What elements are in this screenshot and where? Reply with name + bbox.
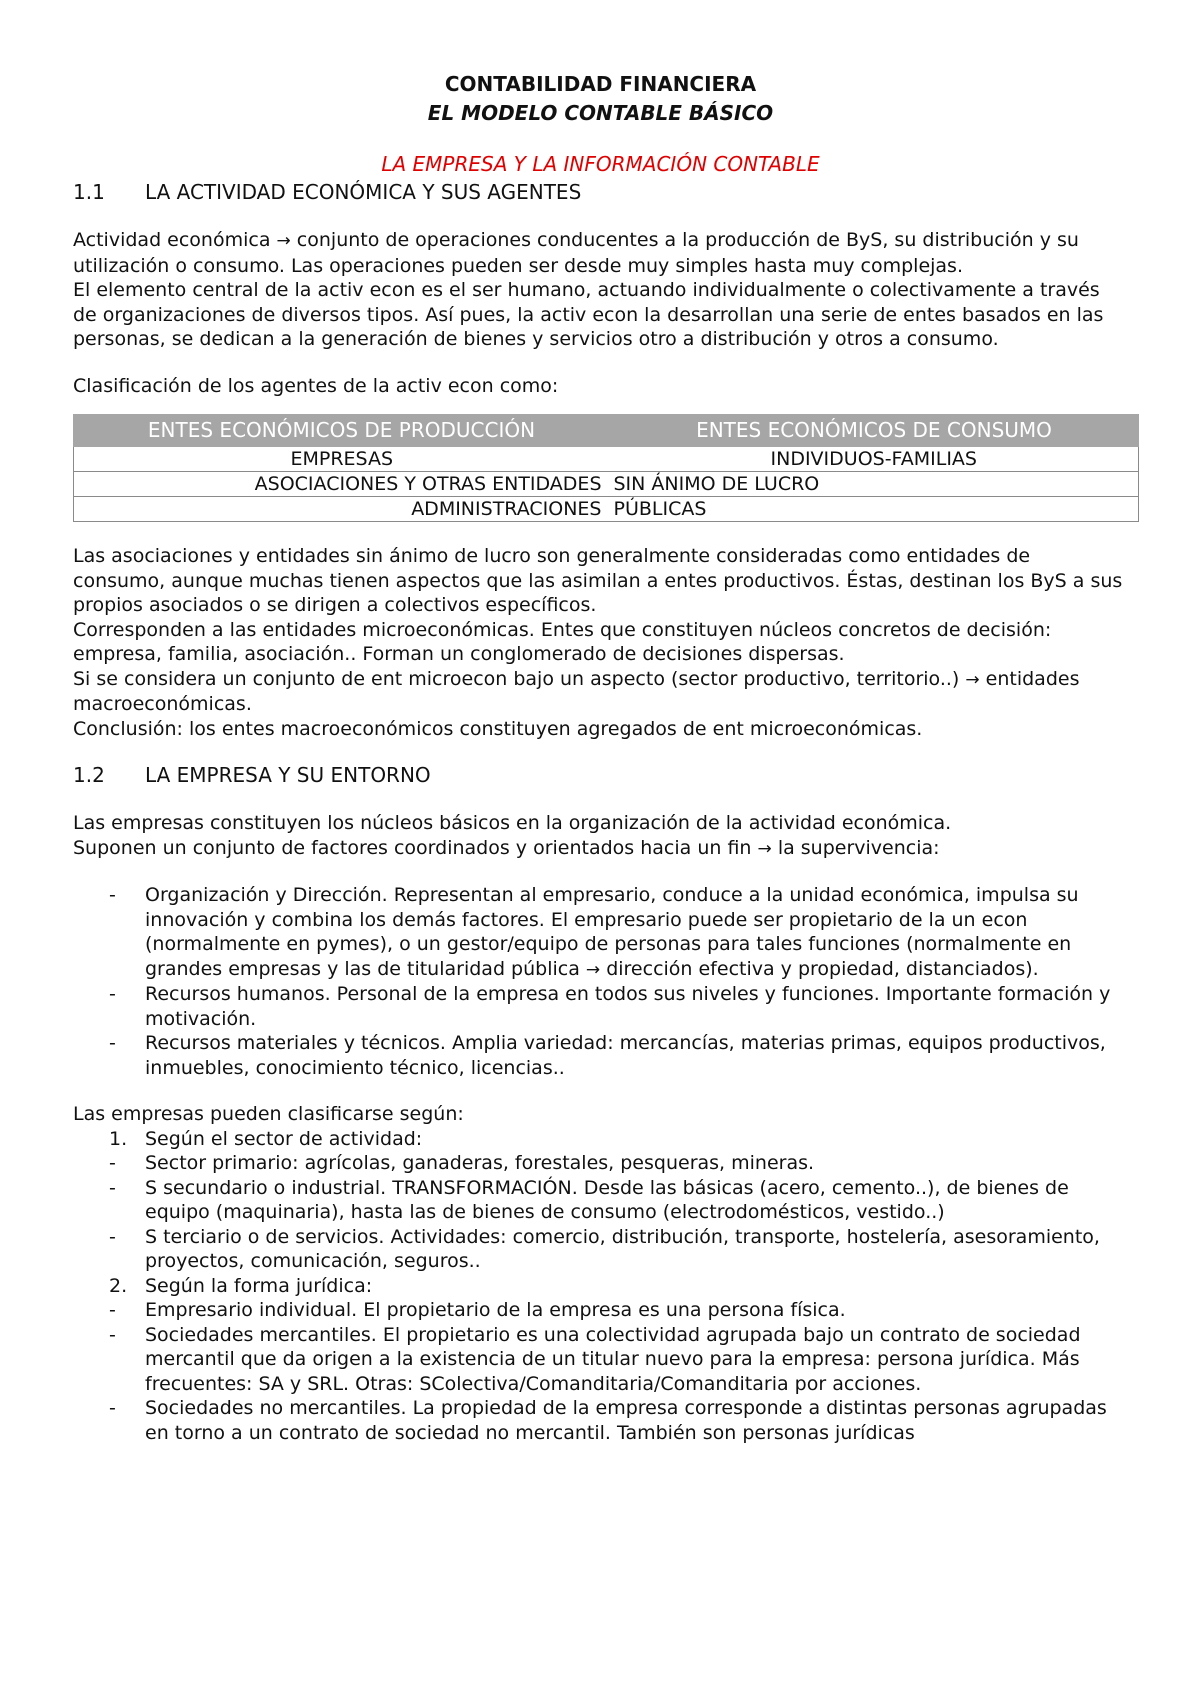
numbered-item	[73, 1274, 1128, 1299]
section-title: LA ACTIVIDAD ECONÓMICA Y SUS AGENTES	[145, 180, 582, 204]
chapter-title: LA EMPRESA Y LA INFORMACIÓN CONTABLE	[381, 152, 820, 176]
paragraph-text: Actividad económica	[73, 229, 271, 251]
list-item-text-part: Organización y Dirección. Representan al empresario, conduce a la unidad económica, impulsa su innovación y combina los demás factores. El empresario puede ser propietario de la un econ (normalmente en pymes), o un gestor/equipo de personas para tales funciones (normalmente en grandes empresas y las de titularidad pública	[145, 884, 1079, 980]
numbered-item	[73, 1127, 1128, 1152]
paragraph: Las asociaciones y entidades sin ánimo de lucro son generalmente consideradas como entidades de consumo, aunque muchas tienen aspectos que las asimilan a entes productivos. Éstas, destinan los ByS a sus propios asociados o se dirigen a colectivos específicos.	[73, 545, 1123, 616]
list-item	[73, 1031, 1128, 1080]
document-title: CONTABILIDAD FINANCIERA	[444, 72, 757, 96]
bullet-dash: -	[109, 1397, 116, 1419]
paragraph-text: Suponen un conjunto de factores coordinados y orientados hacia un fin	[73, 836, 752, 859]
list-number: 1.	[109, 1127, 128, 1150]
list-item	[73, 1176, 1128, 1225]
table-header-cell: ENTES ECONÓMICOS DE PRODUCCIÓN	[74, 415, 610, 447]
arrow-icon: →	[757, 838, 772, 859]
paragraph	[73, 228, 1128, 278]
spacer	[73, 352, 1128, 374]
list-item-text: S terciario o de servicios. Actividades: comercio, distribución, transporte, hostelería, asesoramiento, proyectos, comunicación, seguros..	[145, 1225, 1100, 1272]
table-cell: ASOCIACIONES Y OTRAS ENTIDADES	[74, 472, 610, 497]
list-number: 2.	[109, 1274, 128, 1297]
table-row	[74, 497, 1139, 522]
list-item-text	[145, 883, 1128, 982]
paragraph: El elemento central de la activ econ es el ser humano, actuando individualmente o colectivamente a través de organizaciones de diversos tipos. Así pues, la activ econ la desarrollan una serie de entes basados en las personas, se dedican a la generación de bienes y servicios otro a distribución y otros a consumo.	[73, 279, 1104, 350]
list-item-text: Según la forma jurídica:	[145, 1274, 373, 1297]
list-item-text: Sociedades mercantiles. El propietario es una colectividad agrupada bajo un contrato de sociedad mercantil que da origen a la existencia de un titular nuevo para la empresa: persona jurídica. Más frecuentes: SA y SRL. Otras: SColectiva/Comanditaria/Comanditaria por acciones.	[145, 1323, 1081, 1395]
list-item-text: Sociedades no mercantiles. La propiedad de la empresa corresponde a distintas personas agrupadas en torno a un contrato de sociedad no mercantil. También son personas jurídicas	[145, 1397, 1107, 1444]
spacer	[73, 861, 1128, 883]
arrow-icon: →	[965, 669, 980, 690]
spacer	[73, 206, 1128, 228]
list-item	[73, 1323, 1128, 1397]
spacer	[73, 789, 1128, 811]
paragraph-text: conjunto de operaciones conducentes a la producción de ByS, su distribución y su utilización o consumo. Las operaciones pueden ser desde muy simples hasta muy complejas.	[73, 229, 1079, 277]
list-item-text: Recursos materiales y técnicos. Amplia variedad: mercancías, materias primas, equipos productivos, inmuebles, conocimiento técnico, licencias..	[145, 1032, 1106, 1079]
paragraph: Las empresas constituyen los núcleos básicos en la organización de la actividad económica.	[73, 812, 952, 834]
table-cell: SIN ÁNIMO DE LUCRO	[610, 472, 1139, 497]
paragraph-text: entidades macroeconómicas.	[73, 667, 1080, 715]
table-cell: INDIVIDUOS-FAMILIAS	[610, 447, 1139, 472]
table-row	[74, 472, 1139, 497]
bullet-dash: -	[109, 1176, 116, 1199]
paragraph-text: Si se considera un conjunto de ent microecon bajo un aspecto (sector productivo, territorio..)	[73, 667, 960, 690]
bullet-dash: -	[109, 983, 116, 1005]
list-item	[73, 1225, 1128, 1274]
section-title: LA EMPRESA Y SU ENTORNO	[145, 763, 431, 787]
spacer	[73, 1080, 1128, 1102]
document-subtitle: EL MODELO CONTABLE BÁSICO	[427, 101, 774, 125]
bullet-dash: -	[109, 1032, 116, 1054]
paragraph: Corresponden a las entidades microeconómicas. Entes que constituyen núcleos concretos de decisión: empresa, familia, asociación.. Forman un conglomerado de decisiones dispersas.	[73, 618, 1052, 665]
bullet-dash: -	[109, 1225, 116, 1248]
section-number: 1.2	[73, 763, 105, 787]
table-header-row	[74, 415, 1139, 447]
paragraph: Clasificación de los agentes de la activ econ como:	[73, 374, 559, 397]
list-item	[73, 1151, 1128, 1176]
list-item-text: Sector primario: agrícolas, ganaderas, forestales, pesqueras, mineras.	[145, 1152, 815, 1174]
bullet-dash: -	[109, 884, 116, 906]
paragraph: Las empresas pueden clasificarse según:	[73, 1103, 464, 1125]
list-item-text: Empresario individual. El propietario de la empresa es una persona física.	[145, 1299, 846, 1321]
table-header-cell: ENTES ECONÓMICOS DE CONSUMO	[610, 415, 1139, 447]
list-item	[73, 1298, 1128, 1323]
section-number: 1.1	[73, 180, 105, 204]
bullet-dash: -	[109, 1152, 116, 1174]
list-item	[73, 982, 1128, 1031]
list-item-text: Recursos humanos. Personal de la empresa en todos sus niveles y funciones. Importante formación y motivación.	[145, 983, 1111, 1030]
section-heading-1-2	[73, 761, 1128, 789]
arrow-icon: →	[276, 231, 291, 251]
section-heading-1-1	[73, 178, 1128, 206]
list-item	[73, 1396, 1128, 1445]
table-cell: EMPRESAS	[74, 447, 610, 472]
agents-table	[73, 414, 1139, 522]
list-item-text-part: dirección efectiva y propiedad, distanciados).	[600, 957, 1039, 980]
bullet-dash: -	[109, 1299, 116, 1321]
table-cell: ADMINISTRACIONES	[74, 497, 610, 522]
paragraph	[73, 836, 1128, 862]
table-row	[74, 447, 1139, 472]
list-item-text: Según el sector de actividad:	[145, 1127, 423, 1150]
list-item	[73, 883, 1128, 982]
paragraph-text: la supervivencia:	[771, 836, 940, 859]
bullet-dash: -	[109, 1323, 116, 1346]
arrow-icon: →	[585, 959, 601, 980]
paragraph	[73, 667, 1128, 717]
list-item-text: S secundario o industrial. TRANSFORMACIÓN. Desde las básicas (acero, cemento..), de bienes de equipo (maquinaria), hasta las de bienes de consumo (electrodomésticos, vestido..)	[145, 1176, 1069, 1223]
table-cell: PÚBLICAS	[610, 497, 1139, 522]
paragraph: Conclusión: los entes macroeconómicos constituyen agregados de ent microeconómicas.	[73, 717, 923, 740]
